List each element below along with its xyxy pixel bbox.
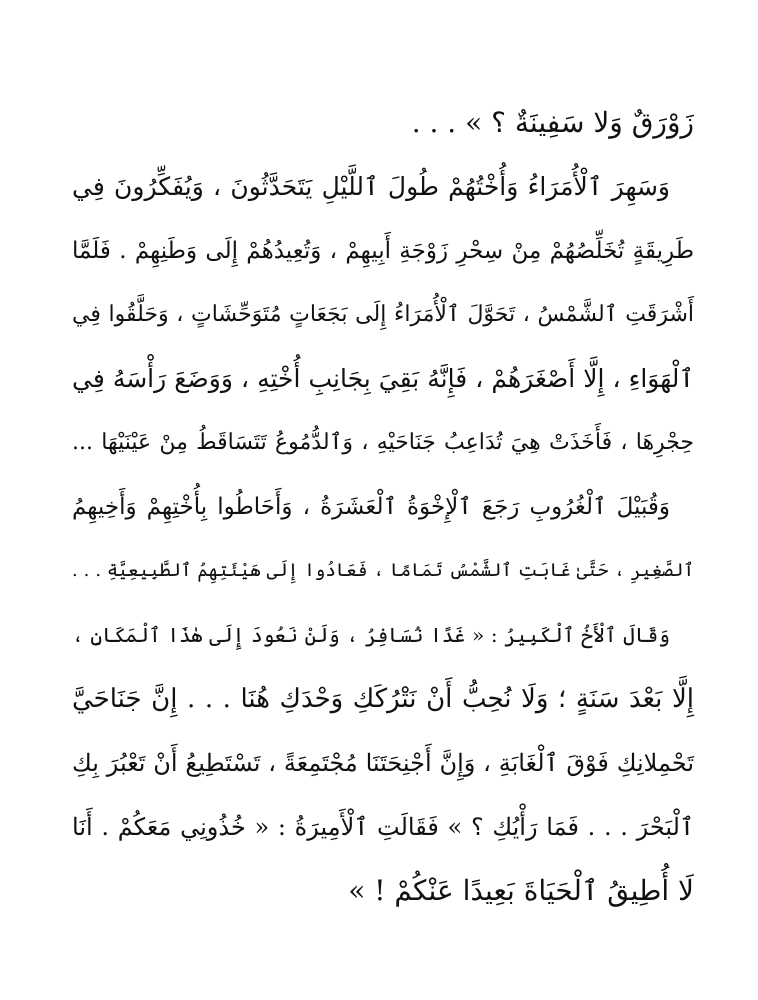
text-line: إِلَّا بَعْدَ سَنَةٍ ؛ وَلَا نُحِبُّ أَنْ نَتْرُكَكِ وَحْدَكِ هُنَا . . . إِنَّ جَنَاحَيَّ [72, 684, 694, 714]
text-line: وَقُبَيْلَ ٱلْغُرُوبِ رَجَعَ ٱلْإِخْوَةُ ٱلْعَشَرَةُ ، وَأَحَاطُوا بِأُخْتِهِمْ وَأَخِيهِمُ [72, 494, 670, 520]
text-line: ٱلْبَحْرَ . . . فَمَا رَأْيُكِ ؟ » فَقَالَتِ ٱلْأَمِيرَةُ : « خُذُونِي مَعَكُمْ . أَنَا [72, 813, 694, 841]
text-line: لَا أُطِيقُ ٱلْحَيَاةَ بَعِيدًا عَنْكُمْ ! » [348, 874, 694, 907]
text-line: وَقَالَ ٱلْأَخُ ٱلْكَبِيرُ : « غَدًا نُسَافِرُ ، وَلَنْ نَعُودَ إِلَى هٰذَا ٱلْمَكَانِ ، [72, 623, 670, 647]
text-line: حِجْرِهَا ، فَأَخَذَتْ هِيَ تُدَاعِبُ جَنَاحَيْهِ ، وَٱلدُّمُوعُ تَتَسَاقَطُ مِنْ عَيْنَيْهَا ... [72, 430, 694, 455]
text-line: أَشْرَقَتِ ٱلشَّمْسُ ، تَحَوَّلَ ٱلْأُمَرَاءُ إِلَى بَجَعَاتٍ مُتَوَحِّشَاتٍ ، وَحَلَّقُوا فِي [72, 302, 695, 327]
text-line: وَسَهِرَ ٱلْأُمَرَاءُ وَأُخْتُهُمْ طُولَ ٱللَّيْلِ يَتَحَدَّثُونَ ، وَيُفَكِّرُونَ فِي [72, 172, 670, 201]
text-line: تَحْمِلانِكِ فَوْقَ ٱلْغَابَةِ ، وَإِنَّ أَجْنِحَتَنَا مُجْتَمِعَةً ، تَسْتَطِيعُ أَنْ تَعْبُرَ بِكِ [72, 749, 694, 777]
text-line: ٱلْهَوَاءِ ، إِلَّا أَصْغَرَهُمْ ، فَإِنَّهُ بَقِيَ بِجَانِبِ أُخْتِهِ ، وَوَضَعَ رَأْسَهُ فِي [72, 364, 694, 393]
text-line: ٱلصَّغِيرِ ، حَتَّىٰ غَابَتِ ٱلشَّمْسُ تَمَامًا ، فَعَادُوا إِلَى هَيْئَتِهِمُ ٱلطَّبِيعِيَّةِ . . . [72, 560, 695, 581]
text-line: طَرِيقَةٍ تُخَلِّصُهُمْ مِنْ سِحْرِ زَوْجَةِ أَبِيهِمْ ، وَتُعِيدُهُمْ إِلَى وَطَنِهِمْ . فَلَمَّا [72, 238, 694, 264]
text-line: زَوْرَقٌ وَلا سَفِينَةٌ ؟ » . . . [411, 106, 694, 139]
